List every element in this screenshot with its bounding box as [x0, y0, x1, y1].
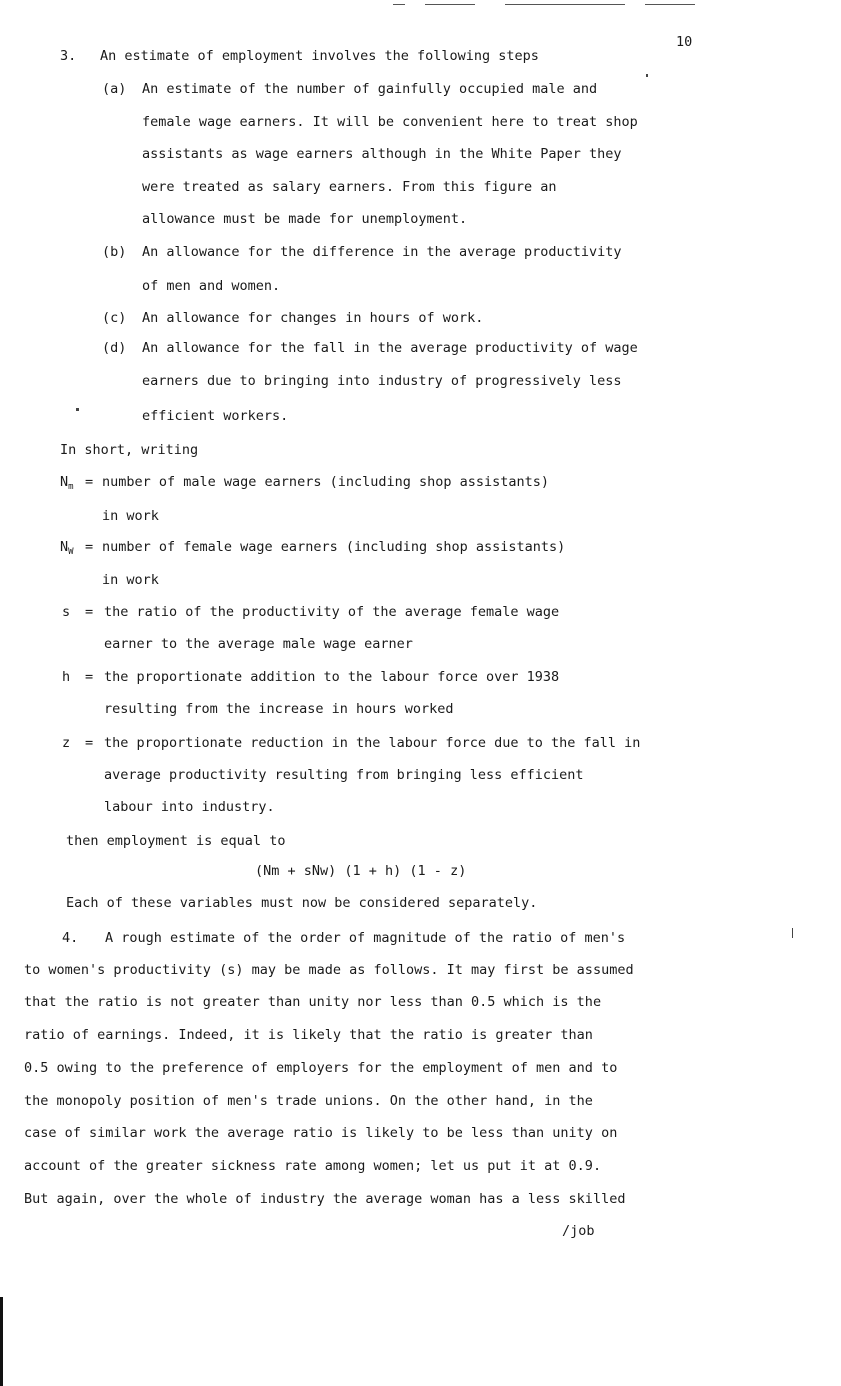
equals-sign: = [85, 604, 94, 620]
item-line: assistants as wage earners although in the White Paper they [142, 146, 622, 162]
scan-mark [505, 4, 625, 5]
catchword: /job [562, 1223, 595, 1239]
definition-line: number of male wage earners (including shop assistants) [102, 474, 550, 490]
equals-sign: = [85, 669, 94, 685]
section-number: 4. [62, 930, 79, 946]
considered-text: Each of these variables must now be considered separately. [66, 895, 538, 911]
definition-symbol: h [62, 669, 71, 685]
definition-line: the ratio of the productivity of the average female wage [104, 604, 560, 620]
definition-symbol: $N_m$ [60, 474, 74, 492]
paragraph-line: that the ratio is not greater than unity nor less than 0.5 which is the [24, 994, 602, 1010]
definition-line: the proportionate reduction in the labour force due to the fall in [104, 735, 641, 751]
definition-line: in work [102, 508, 159, 524]
paragraph-line: to women's productivity (s) may be made as follows. It may first be assumed [24, 962, 634, 978]
equals-sign: = [85, 474, 94, 490]
section-intro: An estimate of employment involves the following steps [100, 48, 539, 64]
definition-line: in work [102, 572, 159, 588]
paragraph-line: A rough estimate of the order of magnitude of the ratio of men's [105, 930, 626, 946]
scan-mark [393, 4, 405, 5]
definition-line: the proportionate addition to the labour force over 1938 [104, 669, 560, 685]
section-number: 3. [60, 48, 77, 64]
item-line: An allowance for changes in hours of work. [142, 310, 484, 326]
employment-formula: (Nm + sNw) (1 + h) (1 - z) [255, 863, 467, 879]
definition-line: number of female wage earners (including shop assistants) [102, 539, 566, 555]
definition-symbol: z [62, 735, 71, 751]
item-line: An allowance for the difference in the average productivity [142, 244, 622, 260]
item-line: allowance must be made for unemployment. [142, 211, 468, 227]
item-line: were treated as salary earners. From this figure an [142, 179, 557, 195]
scan-mark [425, 4, 475, 5]
item-mark: (c) [102, 310, 127, 326]
definition-line: average productivity resulting from bringing less efficient [104, 767, 584, 783]
definition-symbol: $N_W$ [60, 539, 74, 557]
item-mark: (d) [102, 340, 127, 356]
then-text: then employment is equal to [66, 833, 286, 849]
definition-line: earner to the average male wage earner [104, 636, 413, 652]
equals-sign: = [85, 539, 94, 555]
item-line: female wage earners. It will be convenient here to treat shop [142, 114, 638, 130]
paragraph-line: case of similar work the average ratio is likely to be less than unity on [24, 1125, 618, 1141]
item-line: of men and women. [142, 278, 281, 294]
scan-mark [645, 4, 695, 5]
scan-speck [76, 408, 79, 411]
item-line: earners due to bringing into industry of progressively less [142, 373, 622, 389]
paragraph-line: But again, over the whole of industry the average woman has a less skilled [24, 1191, 626, 1207]
item-mark: (b) [102, 244, 127, 260]
page-number: 10 [676, 34, 693, 50]
item-line: efficient workers. [142, 408, 289, 424]
item-line: An estimate of the number of gainfully occupied male and [142, 81, 598, 97]
scan-speck [792, 928, 793, 938]
paragraph-line: 0.5 owing to the preference of employers for the employment of men and to [24, 1060, 618, 1076]
item-mark: (a) [102, 81, 127, 97]
item-line: An allowance for the fall in the average productivity of wage [142, 340, 638, 356]
paragraph-line: account of the greater sickness rate among women; let us put it at 0.9. [24, 1158, 602, 1174]
paragraph-line: ratio of earnings. Indeed, it is likely that the ratio is greater than [24, 1027, 593, 1043]
scan-edge [0, 1297, 3, 1386]
definition-line: resulting from the increase in hours worked [104, 701, 454, 717]
definition-line: labour into industry. [104, 799, 275, 815]
equals-sign: = [85, 735, 94, 751]
paragraph-line: the monopoly position of men's trade unions. On the other hand, in the [24, 1093, 593, 1109]
definition-symbol: s [62, 604, 71, 620]
in-short-text: In short, writing [60, 442, 199, 458]
scan-speck [646, 74, 648, 77]
